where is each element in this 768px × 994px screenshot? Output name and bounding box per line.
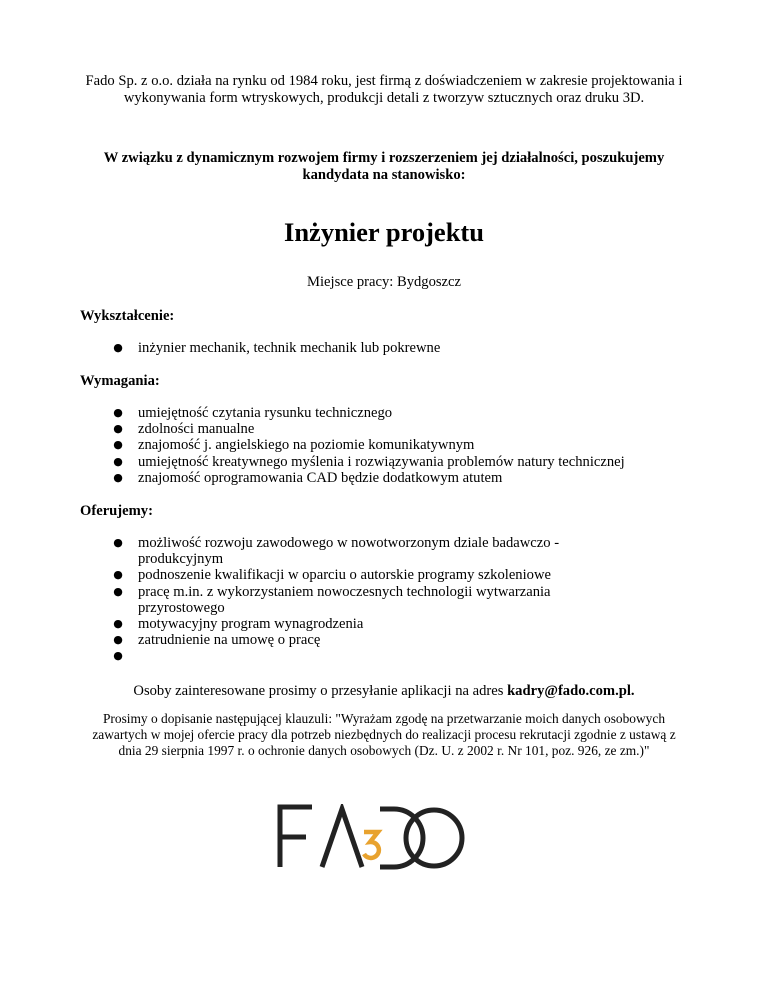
list-item bbox=[80, 535, 620, 567]
bullet-icon: ● bbox=[113, 584, 123, 598]
list-item-text: umiejętność kreatywnego myślenia i rozwiązywania problemów natury technicznej bbox=[138, 453, 625, 470]
offer-list bbox=[80, 535, 620, 665]
application-text: Osoby zainteresowane prosimy o przesyłanie aplikacji na adres bbox=[133, 683, 508, 699]
list-item-text: motywacyjny program wynagrodzenia bbox=[138, 616, 364, 633]
company-intro: Fado Sp. z o.o. działa na rynku od 1984 roku, jest firmą z doświadczeniem w zakresie projektowania i wykonywania form wtryskowych, produkcji detali z tworzyw sztucznych oraz druku 3D. bbox=[85, 73, 683, 106]
email-link[interactable]: kadry@fado.com.pl. bbox=[507, 683, 635, 699]
list-item bbox=[80, 584, 620, 616]
list-item bbox=[80, 632, 620, 648]
bullet-icon: ● bbox=[113, 341, 123, 354]
list-item bbox=[80, 405, 640, 421]
list-item bbox=[80, 648, 620, 664]
list-item-text: znajomość j. angielskiego na poziomie komunikatywnym bbox=[138, 437, 475, 454]
list-item bbox=[80, 616, 620, 632]
education-heading: Wykształcenie: bbox=[80, 308, 175, 324]
list-item-text: zdolności manualne bbox=[138, 421, 255, 438]
bullet-icon: ● bbox=[113, 633, 123, 647]
lead-paragraph: W związku z dynamicznym rozwojem firmy i rozszerzeniem jej działalności, poszukujemy kandydata na stanowisko: bbox=[103, 150, 665, 183]
bullet-icon: ● bbox=[113, 470, 123, 484]
education-list bbox=[80, 340, 640, 356]
list-item-text: możliwość rozwoju zawodowego w nowotworzonym dziale badawczo - produkcyjnym bbox=[138, 535, 560, 568]
bullet-icon: ● bbox=[113, 536, 123, 549]
offer-heading: Oferujemy: bbox=[80, 503, 153, 519]
list-item bbox=[80, 437, 640, 453]
list-item bbox=[80, 470, 640, 486]
requirements-list bbox=[80, 405, 640, 486]
list-item-text: zatrudnienie na umowę o pracę bbox=[138, 632, 321, 649]
list-item-text: inżynier mechanik, technik mechanik lub pokrewne bbox=[138, 340, 441, 356]
work-location: Miejsce pracy: Bydgoszcz bbox=[307, 274, 461, 290]
bullet-icon: ● bbox=[113, 422, 123, 436]
bullet-icon: ● bbox=[113, 406, 123, 419]
requirements-heading: Wymagania: bbox=[80, 373, 160, 389]
list-item-text: znajomość oprogramowania CAD będzie dodatkowym atutem bbox=[138, 469, 503, 486]
fado-logo bbox=[276, 804, 466, 870]
list-item bbox=[80, 421, 640, 437]
bullet-icon: ● bbox=[113, 568, 123, 582]
bullet-icon: ● bbox=[113, 454, 123, 468]
bullet-icon: ● bbox=[113, 649, 123, 663]
gdpr-clause: Prosimy o dopisanie następującej klauzuli: "Wyrażam zgodę na przetwarzanie moich danych osobowych zawartych w mojej ofercie pracy dla potrzeb niezbędnych do realizacji procesu rekrutacji zgodnie z ustawą z dnia 29 sierpnia 1997 r. o ochronie danych osobowych (Dz. U. z 2002 r. Nr 101, poz. 926, ze zm.)" bbox=[92, 711, 676, 758]
bullet-icon: ● bbox=[113, 617, 123, 631]
list-item-text: podnoszenie kwalifikacji w oparciu o autorskie programy szkoleniowe bbox=[138, 567, 551, 584]
page-title: Inżynier projektu bbox=[284, 217, 484, 247]
application-note bbox=[0, 683, 768, 700]
list-item bbox=[80, 454, 640, 470]
list-item bbox=[80, 340, 640, 356]
list-item bbox=[80, 567, 620, 583]
list-item-text: umiejętność czytania rysunku technicznego bbox=[138, 405, 393, 421]
bullet-icon: ● bbox=[113, 438, 123, 452]
list-item-text: pracę m.in. z wykorzystaniem nowoczesnych technologii wytwarzania przyrostowego bbox=[138, 583, 551, 616]
